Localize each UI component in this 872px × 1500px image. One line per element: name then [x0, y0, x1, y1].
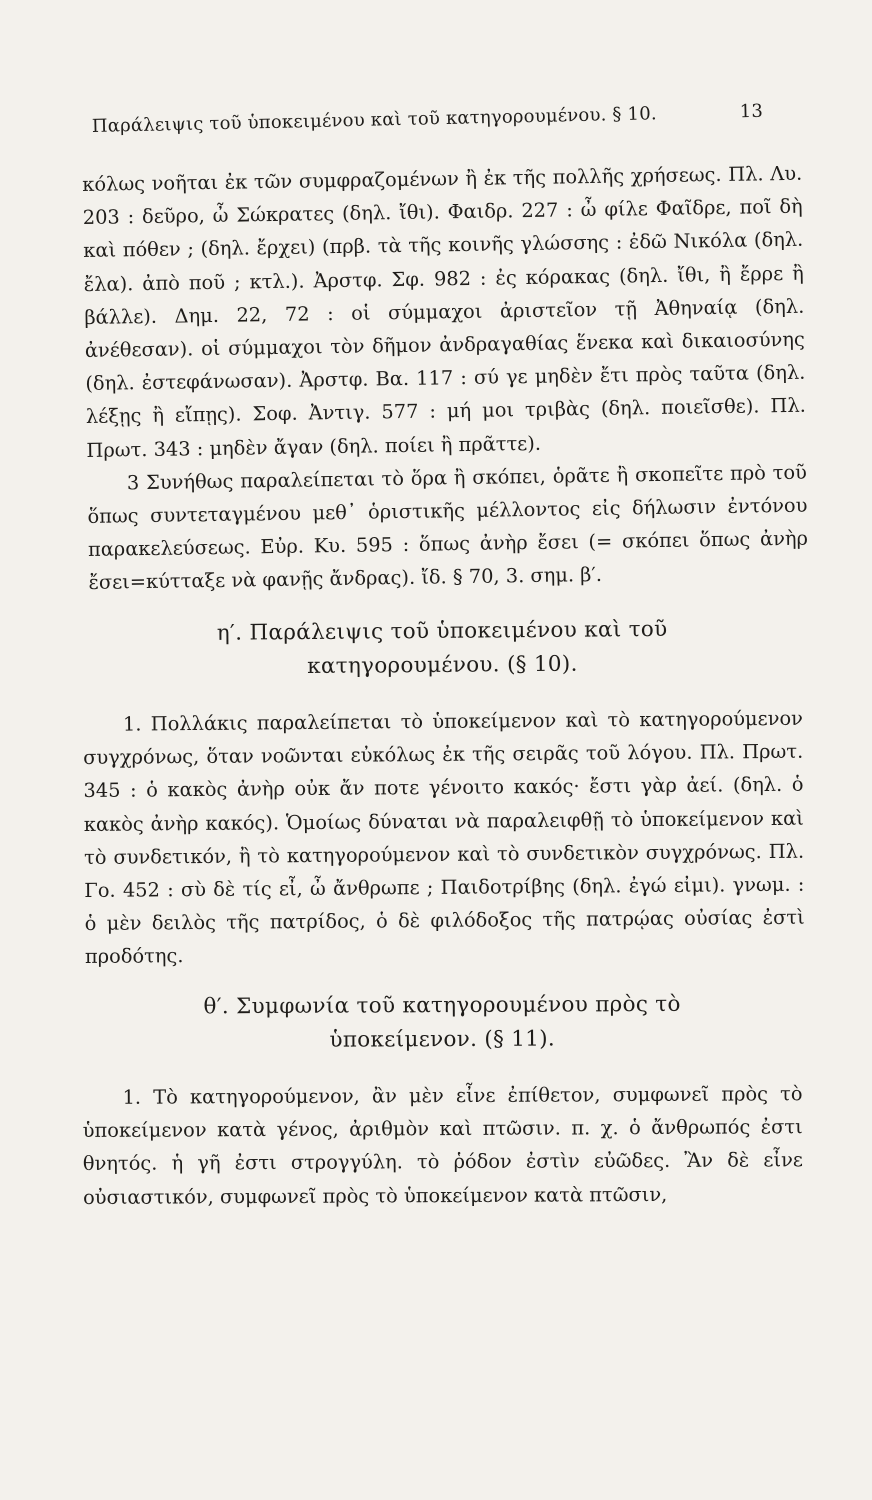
section-heading-eta-line2: κατηγορουμένου. (§ 10). [307, 651, 578, 679]
section-heading-eta [82, 611, 803, 685]
paragraph-continuation: κόλως νοῆται ἐκ τῶν συμφραζομένων ἢ ἐκ τῆς πολλῆς χρήσεως. Πλ. Λυ. 203 : δεῦρο, ὦ Σώκρατες (δηλ. ἴθι). Φαιδρ. 227 : ὦ φίλε Φαῖδρε, ποῖ δὴ καὶ πόθεν ; (δηλ. ἔρχει) (πρβ. τὰ τῆς κοινῆς γλώσσης : ἐδῶ Νικόλα (δηλ. ἔλα). ἀπὸ ποῦ ; κτλ.). Ἀρστφ. Σφ. 982 : ἐς κόρακας (δηλ. ἴθι, ἢ ἔρρε ἢ βάλλε). Δημ. 22, 72 : οἱ σύμμαχοι ἀριστεῖον τῇ Ἀθηναίᾳ (δηλ. ἀνέθεσαν). οἱ σύμμαχοι τὸν δῆμον ἀνδραγαθίας ἕνεκα καὶ δικαιοσύνης (δηλ. ἐστεφάνωσαν). Ἀρστφ. Βα. 117 : σύ γε μηδὲν ἔτι πρὸς ταῦτα (δηλ. λέξῃς ἢ εἴπῃς). Σοφ. Ἀντιγ. 577 : μή μοι τριβὰς (δηλ. ποιεῖσθε). Πλ. Πρωτ. 343 : μηδὲν ἄγαν (δηλ. ποίει ἢ πρᾶττε). [82, 161, 807, 462]
section-eta [82, 611, 805, 973]
paragraph-eta-1: 1. Πολλάκις παραλείπεται τὸ ὑποκείμενον καὶ τὸ κατηγορούμενον συγχρόνως, ὅταν νοῶνται εὐκόλως ἐκ τῆς σειρᾶς τοῦ λόγου. Πλ. Πρωτ. 345 : ὁ κακὸς ἀνὴρ οὐκ ἄν ποτε γένοιτο κακός· ἔστι γὰρ ἀεί. (δηλ. ὁ κακὸς ἀνὴρ κακός). Ὁμοίως δύναται νὰ παραλειφθῇ τὸ ὑποκείμενον καὶ τὸ συνδετικόν, ἢ τὸ κατηγορούμενον καὶ τὸ συνδετικὸν συγχρόνως. Πλ. Γο. 452 : σὺ δὲ τίς εἶ, ὦ ἄνθρωπε ; Παιδοτρίβης (δηλ. ἐγώ εἰμι). γνωμ. : ὁ μὲν δειλὸς τῆς πατρίδος, ὁ δὲ φιλόδοξος τῆς πατρῴας οὐσίας ἐστὶ προδότης. [83, 706, 805, 969]
section-heading-theta-line2: ὑποκείμενον. (§ 11). [329, 1026, 556, 1053]
paragraph-theta-1: 1. Τὸ κατηγορούμενον, ἂν μὲν εἶνε ἐπίθετον, συμφωνεῖ πρὸς τὸ ὑποκείμενον κατὰ γένος, ἀριθμὸν καὶ πτῶσιν. π. χ. ὁ ἄνθρωπός ἐστι θνητός. ἡ γῆ ἐστι στρογγύλη. τὸ ῥόδον ἐστὶν εὐῶδες. Ἂν δὲ εἶνε οὐσιαστικόν, συμφωνεῖ πρὸς τὸ ὑποκείμενον κατὰ πτῶσιν, [82, 1082, 803, 1209]
section-heading-theta [82, 987, 802, 1059]
section-heading-theta-line1: θ′. Συμφωνία τοῦ κατηγορουμένου πρὸς τὸ [203, 992, 681, 1020]
running-head [92, 100, 793, 146]
running-head-title: Παράλειψις τοῦ ὑποκειμένου καὶ τοῦ κατηγορουμένου. § 10. [91, 103, 658, 137]
section-heading-eta-line1: η′. Παράλειψις τοῦ ὑποκειμένου καὶ τοῦ [216, 616, 668, 646]
page-number: 13 [739, 100, 764, 123]
section-theta [82, 987, 803, 1214]
continuation-block [82, 157, 809, 600]
page-body [82, 161, 809, 1214]
paragraph-rule-3: 3 Συνήθως παραλείπεται τὸ ὅρα ἢ σκόπει, ὁρᾶτε ἢ σκοπεῖτε πρὸ τοῦ ὅπως συντεταγμένου μεθ᾽ ὁριστικῆς μέλλοντος εἰς δήλωσιν ἐντόνου παρακελεύσεως. Εὐρ. Κυ. 595 : ὅπως ἀνὴρ ἔσει (= σκόπει ὅπως ἀνὴρ ἔσει=κύτταξε νὰ φανῇς ἄνδρας). ἴδ. § 70, 3. σημ. β′. [87, 460, 809, 595]
